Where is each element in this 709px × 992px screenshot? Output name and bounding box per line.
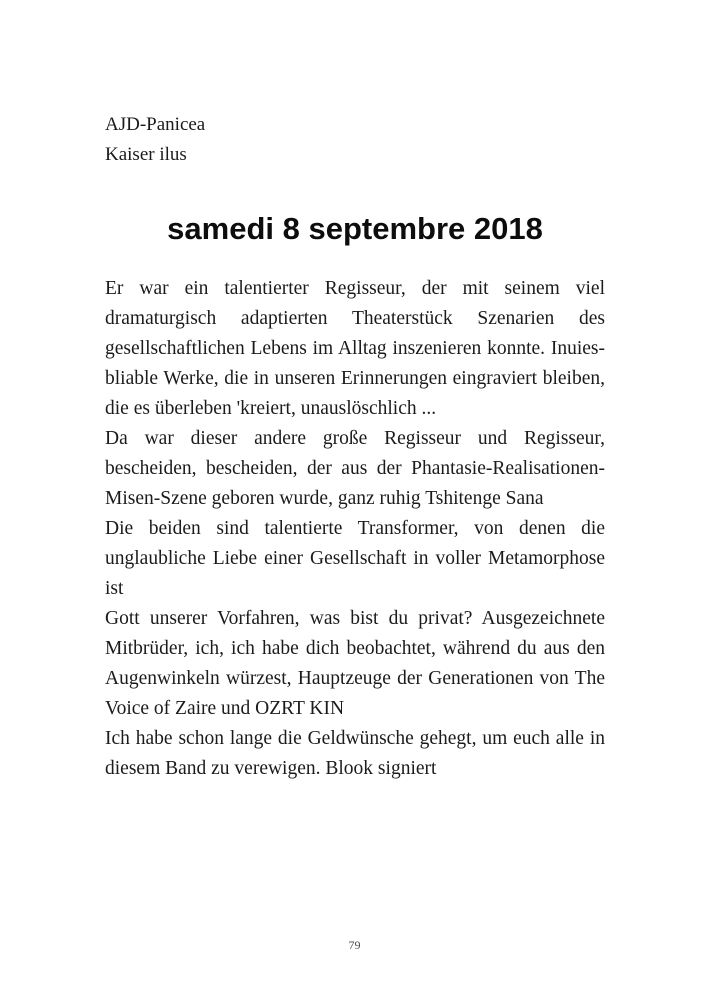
document-body <box>105 274 605 784</box>
document-page <box>105 0 605 784</box>
page-title: samedi 8 septembre 2018 <box>167 211 543 246</box>
page-number: 79 <box>348 938 361 952</box>
paragraph-3: Die beiden sind talentierte Transformer, von denen die unglaubliche Liebe einer Gesellschaft in voller Metamorphose ist <box>105 518 605 599</box>
header-line-2: Kaiser ilus <box>105 144 187 165</box>
header-line-1: AJD-Panicea <box>105 114 206 135</box>
document-header <box>105 110 605 170</box>
paragraph-1: Er war ein talentierter Regisseur, der mit seinem viel dramaturgisch adaptierten Theaterstück Szenarien des gesellschaftlichen Lebens im Alltag inszenieren konnte. Inuies-bliable Werke, die in unseren Erinnerungen eingraviert bleiben, die es überleben 'kreiert, unauslöschlich ... <box>105 278 605 419</box>
paragraph-4: Gott unserer Vorfahren, was bist du privat? Ausgezeichnete Mitbrüder, ich, ich habe dich beobachtet, während du aus den Augenwinkeln würzest, Hauptzeuge der Generationen von The Voice of Zaire und OZRT KIN <box>105 608 605 719</box>
paragraph-5: Ich habe schon lange die Geldwünsche gehegt, um euch alle in diesem Band zu verewigen. Blook signiert <box>105 728 605 779</box>
paragraph-2: Da war dieser andere große Regisseur und Regisseur, bescheiden, bescheiden, der aus der Phantasie-Realisationen-Misen-Szene geboren wurde, ganz ruhig Tshitenge Sana <box>105 428 605 509</box>
